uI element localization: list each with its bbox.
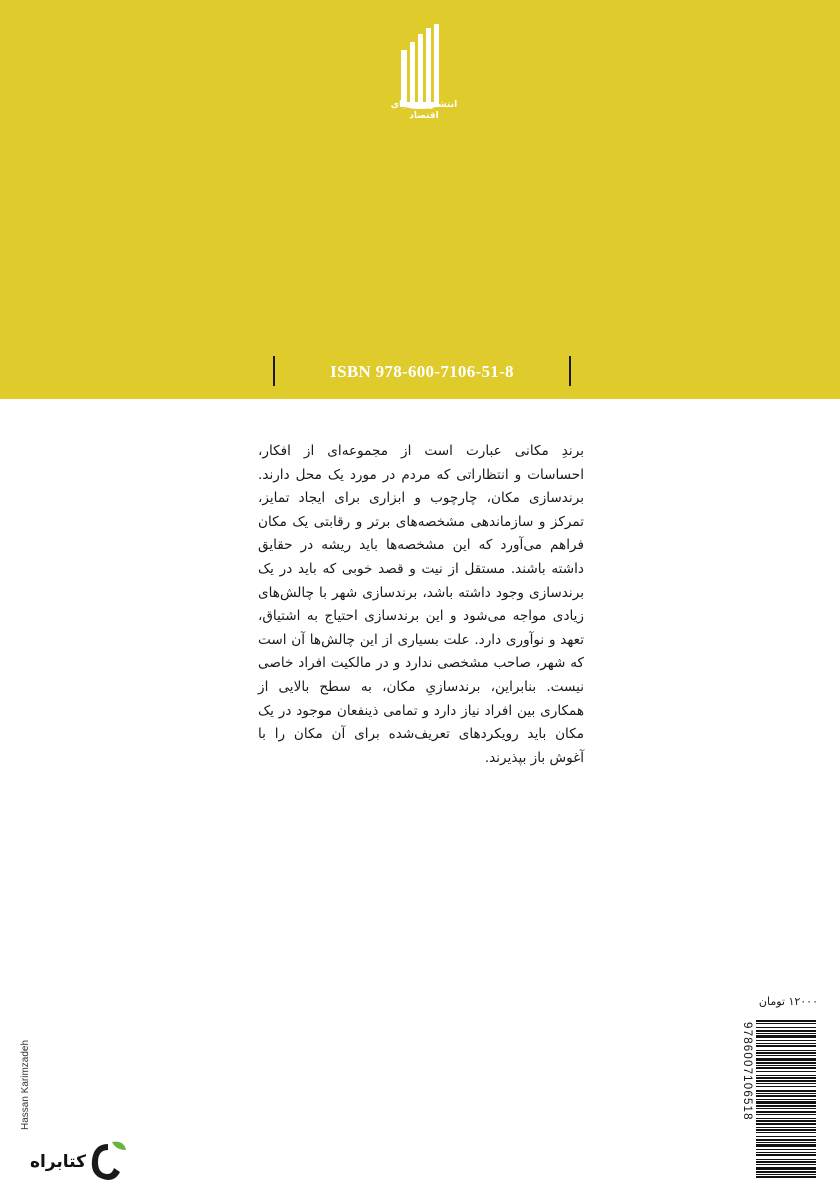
barcode-bar xyxy=(756,1083,816,1084)
barcode-bar xyxy=(756,1114,816,1115)
barcode-bar xyxy=(756,1067,816,1069)
barcode-bar xyxy=(756,1023,816,1024)
barcode-bar xyxy=(756,1101,816,1104)
barcode-bar xyxy=(756,1159,816,1160)
isbn-number: ISBN 978-600-7106-51-8 xyxy=(330,362,514,381)
isbn-barcode xyxy=(740,1018,816,1184)
barcode-bar xyxy=(756,1035,816,1038)
barcode-bar xyxy=(756,1093,816,1094)
barcode-bar xyxy=(756,1152,816,1153)
barcode-bar xyxy=(756,1127,816,1128)
barcode-bar xyxy=(756,1164,816,1165)
barcode-bar xyxy=(756,1129,816,1131)
blurb-paragraph: برندِ مکانی عبارت است از مجموعه‌ای از افکار، احساسات و انتظاراتی که مردم در مورد یک محل دارند. برندسازی مکان، چارچوب و ابزاری برای ایجاد تمایز، تمرکز و سازماندهی مشخصه‌های برتر و رقابتی یک مکان فراهم می‌آورد که این مشخصه‌ها باید ریشه در حقایق داشته باشند. مستقل از نیت و قصد خوبی که باید در یک برندسازی وجود داشته باشد، برندسازی شهر با چالش‌های زیادی مواجه می‌شود و این برندسازی احتیاج به اشتیاق، تعهد و نوآوری دارد. علت بسیاری از این چالش‌ها آن است که شهر، صاحب مشخصی ندارد و در مالکیت افراد خاصی نیست. بنابراین، برندسازیِ مکان، به سطح بالایی از همکاری بین افراد نیاز دارد و تمامی ذینفعان موجود در یک مکان باید رویکردهای تعریف‌شده برای آن مکان را با آغوش باز بپذیرند. xyxy=(258,443,584,766)
barcode-bar xyxy=(756,1052,816,1054)
barcode-bar xyxy=(756,1142,816,1143)
barcode-bar xyxy=(756,1136,816,1137)
barcode-bar xyxy=(756,1030,816,1032)
barcode-bar xyxy=(756,1139,816,1141)
barcode-bar xyxy=(756,1174,816,1175)
cover-top-band xyxy=(0,0,840,399)
barcode-bar xyxy=(756,1055,816,1056)
publisher-name: انتشارات دنیای اقتصاد xyxy=(390,100,458,121)
barcode-bar xyxy=(756,1149,816,1150)
ketabrah-logo xyxy=(16,1138,126,1184)
barcode-bar xyxy=(756,1090,816,1092)
barcode-bar xyxy=(756,1045,816,1047)
barcode-bar xyxy=(756,1033,816,1034)
barcode-bar xyxy=(756,1040,816,1041)
barcode-digits: 9786007106518 xyxy=(741,1022,753,1121)
barcode-bar xyxy=(756,1050,816,1051)
barcode-bar xyxy=(756,1108,816,1109)
barcode-bar xyxy=(756,1020,816,1022)
back-cover-blurb xyxy=(258,440,584,770)
barcode-bar xyxy=(756,1027,816,1028)
barcode-bar xyxy=(756,1167,816,1170)
barcode-bar xyxy=(756,1065,816,1066)
barcode-bar xyxy=(756,1071,816,1072)
barcode-bar xyxy=(756,1111,816,1113)
barcode-bar xyxy=(756,1105,816,1107)
barcode-bar xyxy=(756,1123,816,1125)
barcode-bar xyxy=(756,1095,816,1097)
isbn-bar xyxy=(273,356,571,386)
barcode-bar xyxy=(756,1062,816,1064)
barcode-bar xyxy=(756,1144,816,1147)
barcode-bar xyxy=(756,1075,816,1076)
barcode-bar xyxy=(756,1099,816,1100)
price-label: ۱۲۰۰۰ تومان xyxy=(758,995,818,1008)
designer-credit: Hassan Karimzadeh xyxy=(20,1039,31,1130)
barcode-bar xyxy=(756,1171,816,1173)
barcode-bar xyxy=(756,1132,816,1133)
barcode-bar xyxy=(756,1120,816,1122)
barcode-bar xyxy=(756,1080,816,1082)
barcode-bar xyxy=(756,1154,816,1156)
barcode-bar xyxy=(756,1118,816,1119)
barcode-bar xyxy=(756,1161,816,1163)
barcode-bar xyxy=(756,1176,816,1178)
ketabrah-name: کتابراه xyxy=(29,1152,86,1172)
barcode-bar xyxy=(756,1086,816,1087)
barcode-bar xyxy=(756,1058,816,1061)
barcode-bar xyxy=(756,1077,816,1079)
barcode-bar xyxy=(756,1043,816,1044)
